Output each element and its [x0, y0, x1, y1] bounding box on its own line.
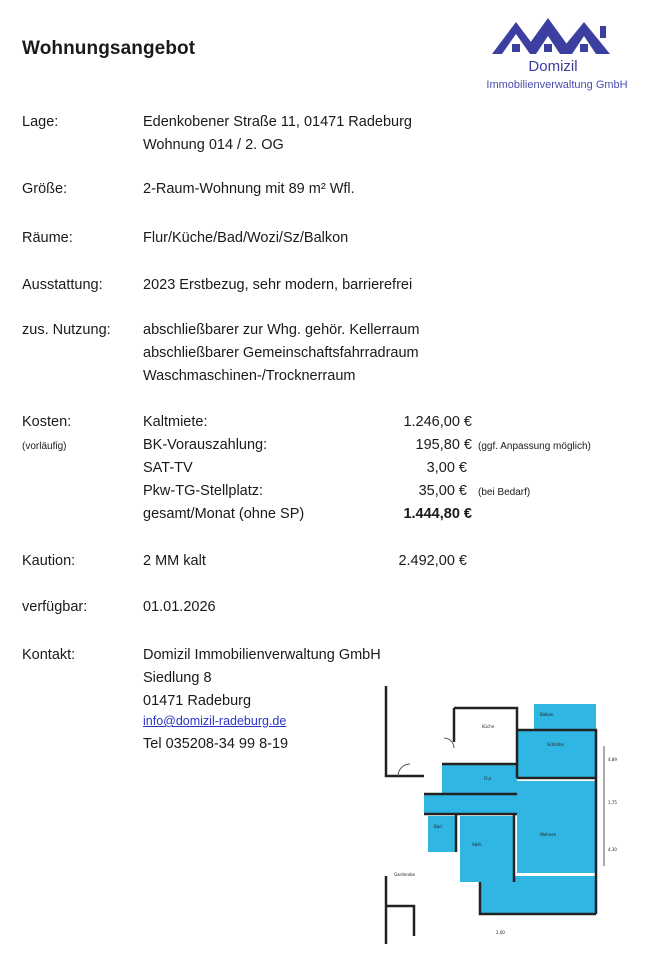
kontakt-phone: Tel 035208-34 99 8-19	[143, 736, 289, 752]
floorplan-room	[480, 876, 596, 914]
kosten-item-name: SAT-TV	[143, 460, 193, 476]
kosten-label: Kosten:	[22, 414, 72, 430]
kaution-label: Kaution:	[22, 553, 76, 569]
page-title: Wohnungsangebot	[22, 38, 196, 59]
svg-text:4,30: 4,30	[608, 847, 617, 852]
kosten-item-amount: 35,00 €	[418, 483, 467, 499]
ausstattung-value: 2023 Erstbezug, sehr modern, barrierefrei	[143, 277, 413, 293]
svg-text:Abst.: Abst.	[472, 842, 483, 847]
floorplan-image	[384, 686, 626, 944]
ausstattung-label: Ausstattung:	[22, 277, 103, 293]
kaution-value: 2 MM kalt	[143, 553, 206, 569]
raeume-label: Räume:	[22, 230, 73, 246]
svg-text:Wohnen: Wohnen	[540, 832, 557, 837]
logo-subtitle: Immobilienverwaltung GmbH	[486, 79, 628, 91]
floorplan-room	[424, 794, 517, 814]
svg-text:Balkon: Balkon	[540, 712, 554, 717]
svg-text:Bad: Bad	[434, 824, 442, 829]
kosten-item-note: (ggf. Anpassung möglich)	[478, 441, 591, 452]
kaution-amount: 2.492,00 €	[398, 553, 467, 569]
kosten-item-amount: 1.246,00 €	[403, 414, 472, 430]
floorplan-room	[517, 730, 596, 778]
kosten-total-amount: 1.444,80 €	[403, 506, 472, 522]
floorplan-room	[517, 781, 596, 873]
nutzung-line3: Waschmaschinen-/Trocknerraum	[143, 368, 356, 384]
kosten-item-amount: 195,80 €	[415, 437, 472, 453]
kosten-sublabel: (vorläufig)	[22, 441, 67, 452]
verfuegbar-label: verfügbar:	[22, 599, 88, 615]
svg-text:1,75: 1,75	[608, 800, 617, 805]
floorplan-room	[428, 816, 456, 852]
kontakt-street: Siedlung 8	[143, 670, 212, 686]
svg-text:Flur: Flur	[484, 776, 492, 781]
nutzung-label: zus. Nutzung:	[22, 322, 111, 338]
nutzung-line1: abschließbarer zur Whg. gehör. Kellerraum	[143, 322, 420, 338]
floorplan-room	[534, 704, 596, 730]
nutzung-line2: abschließbarer Gemeinschaftsfahrradraum	[143, 345, 419, 361]
kosten-item-name: Pkw-TG-Stellplatz:	[143, 483, 264, 499]
raeume-value: Flur/Küche/Bad/Wozi/Sz/Balkon	[143, 230, 349, 246]
lage-address: Edenkobener Straße 11, 01471 Radeburg	[143, 114, 412, 130]
kontakt-city: 01471 Radeburg	[143, 693, 252, 709]
company-logo	[478, 14, 636, 100]
kontakt-company: Domizil Immobilienverwaltung GmbH	[143, 647, 381, 663]
lage-unit: Wohnung 014 / 2. OG	[143, 137, 284, 153]
logo-name: Domizil	[528, 58, 578, 75]
svg-text:4,89: 4,89	[608, 757, 617, 762]
lage-label: Lage:	[22, 114, 59, 130]
groesse-value: 2-Raum-Wohnung mit 89 m² Wfl.	[143, 181, 355, 197]
svg-text:Küche: Küche	[482, 724, 495, 729]
kosten-item-name: Kaltmiete:	[143, 414, 208, 430]
svg-text:Schlafen: Schlafen	[547, 742, 565, 747]
house-roofs-icon	[488, 14, 628, 56]
floorplan-room	[442, 764, 517, 794]
kosten-item-name: BK-Vorauszahlung:	[143, 437, 268, 453]
groesse-label: Größe:	[22, 181, 68, 197]
verfuegbar-value: 01.01.2026	[143, 599, 216, 615]
kosten-item-amount: 3,00 €	[426, 460, 467, 476]
svg-text:Garderobe: Garderobe	[394, 872, 416, 877]
kosten-total-name: gesamt/Monat (ohne SP)	[143, 506, 305, 522]
kosten-item-note: (bei Bedarf)	[478, 487, 531, 498]
kontakt-label: Kontakt:	[22, 647, 76, 663]
kontakt-email-link[interactable]: info@domizil-radeburg.de	[143, 714, 287, 728]
floorplan-room	[460, 816, 514, 882]
svg-text:2,00: 2,00	[496, 930, 505, 935]
